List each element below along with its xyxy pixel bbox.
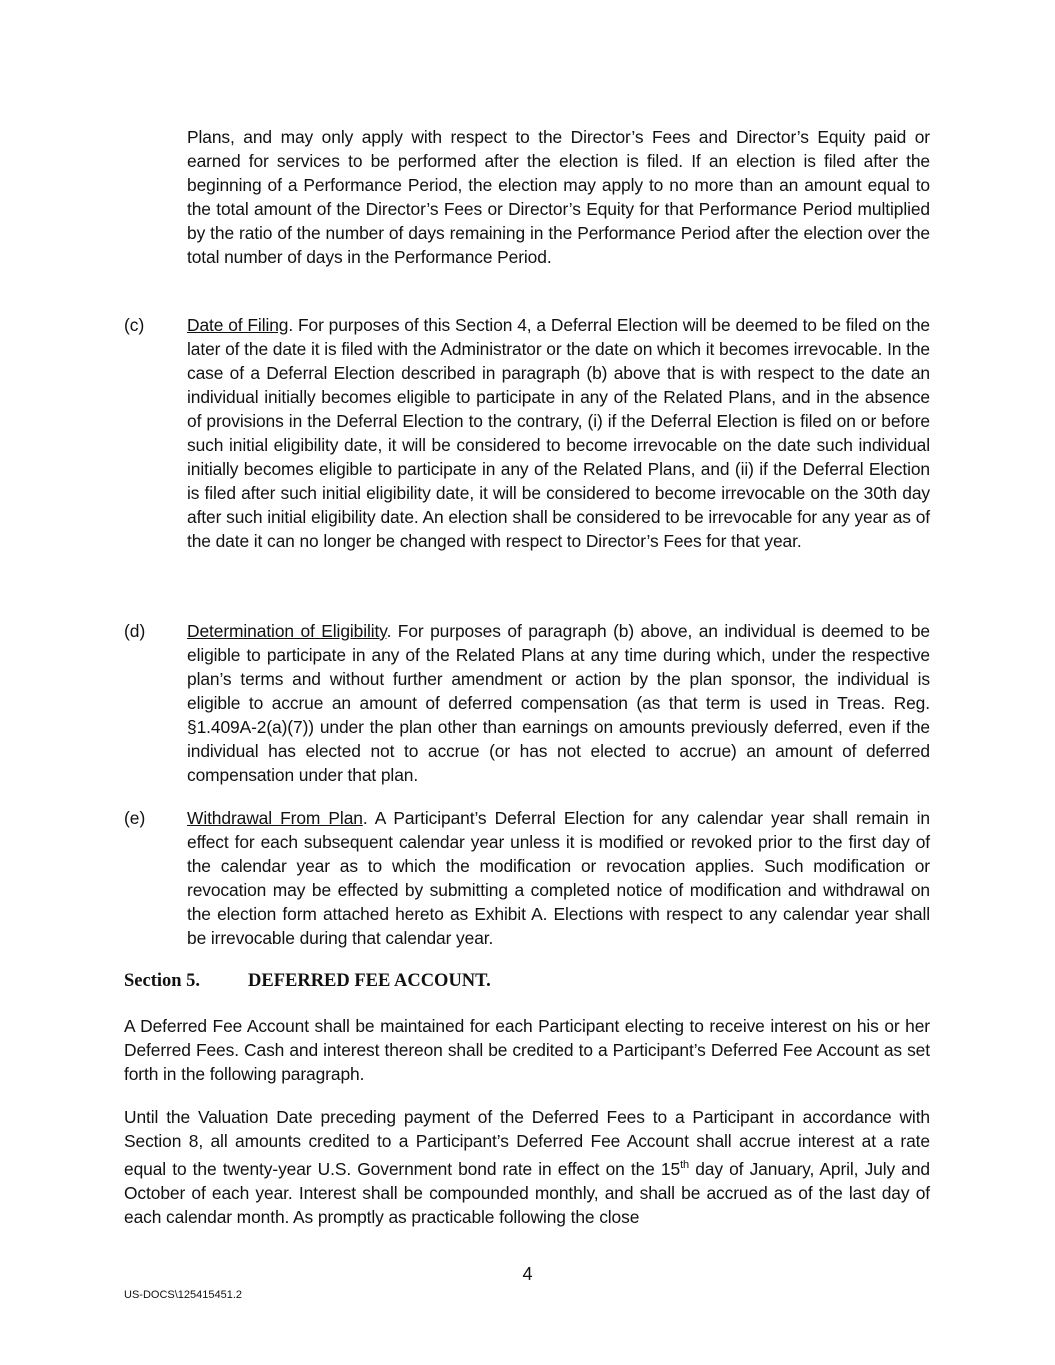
paragraph-body <box>187 313 930 553</box>
paragraph-heading: Withdrawal From Plan <box>187 808 363 828</box>
paragraph-c <box>124 313 930 553</box>
paragraph-text: . For purposes of paragraph (b) above, an individual is deemed to be eligible to participate in any of the Related Plans at any time during which, under the respective plan’s terms and without further amendment or action by the plan sponsor, the individual is eligible to accrue an amount of deferred compensation (as that term is used in Treas. Reg. §1.409A-2(a)(7)) under the plan other than earnings on amounts previously deferred, even if the individual has elected not to accrue (or has not elected to accrue) an amount of deferred compensation under that plan. <box>187 621 930 785</box>
ordinal-suffix: th <box>680 1159 690 1171</box>
section-title: DEFERRED FEE ACCOUNT. <box>248 971 491 991</box>
paragraph-body <box>187 806 930 950</box>
page-number: 4 <box>522 1264 533 1284</box>
section-heading <box>124 969 491 993</box>
paragraph-heading: Determination of Eligibility <box>187 621 387 641</box>
section-paragraph-1: A Deferred Fee Account shall be maintained for each Participant electing to receive interest on his or her Deferred Fees. Cash and interest thereon shall be credited to a Participant’s Deferred Fee Account as set forth in the following paragraph. <box>124 1016 930 1084</box>
section-number: Section 5. <box>124 971 201 991</box>
section-paragraph-2-end: day of January, April, July and October of each year. Interest shall be compounded monthly, and shall be accrued as of the last day of each calendar month. As promptly as practicable following the close <box>124 1158 930 1227</box>
paragraph-text: . For purposes of this Section 4, a Deferral Election will be deemed to be filed on the later of the date it is filed with the Administrator or the date on which it becomes irrevocable. In the case of a Deferral Election described in paragraph (b) above that is with respect to the date an individual initially becomes eligible to participate in any of the Related Plans, and in the absence of provisions in the Deferral Election to the contrary, (i) if the Deferral Election is filed on or before such initial eligibility date, it will be considered to become irrevocable on the date such individual initially becomes eligible to participate in any of the Related Plans, and (ii) if the Deferral Election is filed after such initial eligibility date, it will be considered to become irrevocable on the 30th day after such initial eligibility date. An election shall be considered to be irrevocable for any year as of the date it can no longer be changed with respect to Director’s Fees for that year. <box>187 315 930 551</box>
paragraph-label: (d) <box>124 621 146 641</box>
document-id: US-DOCS\125415451.2 <box>124 1289 243 1301</box>
paragraph-d <box>124 619 930 787</box>
paragraph-e <box>124 806 930 950</box>
paragraph-heading: Date of Filing <box>187 315 289 335</box>
continuation-paragraph: Plans, and may only apply with respect to the Director’s Fees and Director’s Equity paid or earned for services to be performed after the election is filed. If an election is filed after the beginning of a Performance Period, the election may apply to no more than an amount equal to the total amount of the Director’s Fees or Director’s Equity for that Performance Period multiplied by the ratio of the number of days remaining in the Performance Period after the election over the total number of days in the Performance Period. <box>187 127 930 267</box>
paragraph-label: (e) <box>124 808 146 828</box>
paragraph-label: (c) <box>124 315 145 335</box>
section-paragraph-2 <box>124 1105 930 1229</box>
section-paragraph-2-start: Until the Valuation Date preceding payment of the Deferred Fees to a Participant in accordance with Section 8, all amounts credited to a Participant’s Deferred Fee Account shall accrue interest at a rate equal to the twenty-year U.S. Government bond rate in effect on the 15 <box>124 1107 930 1179</box>
paragraph-text: . A Participant’s Deferral Election for any calendar year shall remain in effect for each subsequent calendar year unless it is modified or revoked prior to the first day of the calendar year as to which the modification or revocation applies. Such modification or revocation may be effected by submitting a completed notice of modification and withdrawal on the election form attached hereto as Exhibit A. Elections with respect to any calendar year shall be irrevocable during that calendar year. <box>187 808 930 948</box>
paragraph-body <box>187 619 930 787</box>
